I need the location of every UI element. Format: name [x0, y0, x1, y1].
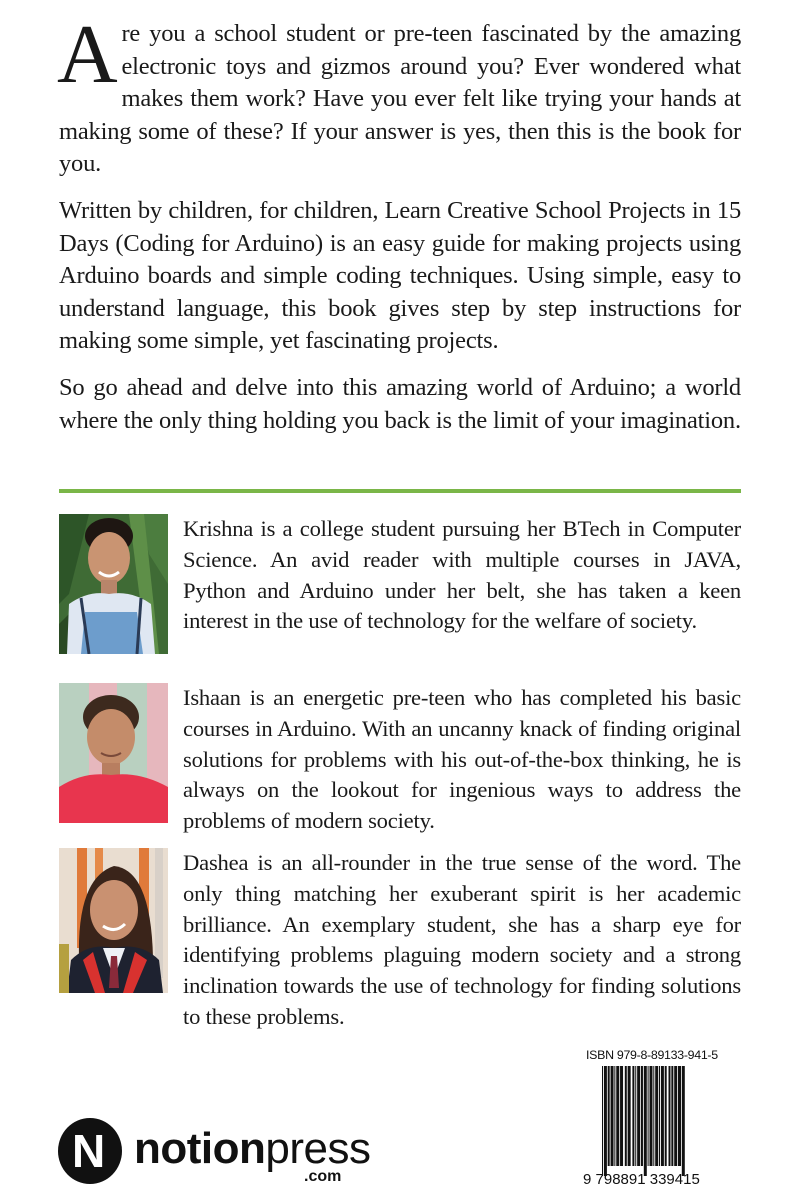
barcode-bar	[635, 1066, 636, 1166]
blurb-paragraph-3: So go ahead and delve into this amazing world of Arduino; a world where the only thing holding you back is the limit of your imagination.	[59, 373, 741, 434]
barcode-bar	[671, 1066, 673, 1166]
barcode	[598, 1066, 738, 1176]
barcode-digits: 9 798891 339415	[583, 1171, 700, 1188]
publisher-domain: .com	[304, 1168, 342, 1185]
notionpress-logo-icon	[58, 1118, 122, 1184]
barcode-bar	[644, 1066, 647, 1176]
barcode-bar	[620, 1066, 623, 1166]
author-photo-krishna	[59, 514, 168, 654]
isbn-label: ISBN 979-8-89133-941-5	[586, 1048, 718, 1062]
blurb-paragraph-2: Written by children, for children, Learn Creative School Projects in 15 Days (Coding for Arduino) is an easy guide for making projects using Arduino boards and simple coding techniques. Using simple, easy to understand language, this book gives step by step instructions for making some simple, yet fascinating projects.	[59, 196, 741, 355]
barcode-bar	[625, 1066, 627, 1166]
author-bio-text: Dashea is an all-rounder in the true sense of the word. The only thing matching her exuberant spirit is her academic brilliance. An exemplary student, she has a sharp eye for identifying problems plaguing modern society and a strong inclination towards the use of technology for finding solutions to these problems.	[183, 850, 741, 1029]
author-bio-text: Krishna is a college student pursuing her BTech in Computer Science. An avid reader with multiple courses in JAVA, Python and Arduino under her belt, she has taken a keen interest in the use of technology for the welfare of society.	[183, 516, 741, 634]
green-divider	[59, 489, 741, 493]
barcode-bar	[653, 1066, 654, 1166]
blurb	[57, 8, 741, 451]
barcode-bar	[665, 1066, 667, 1166]
barcode-bar	[659, 1066, 660, 1166]
barcode-bar	[661, 1066, 664, 1166]
barcode-bar	[674, 1066, 677, 1166]
barcode-bar	[682, 1066, 685, 1176]
barcode-bar	[632, 1066, 634, 1166]
barcode-bar	[637, 1066, 640, 1166]
barcode-bar	[604, 1066, 607, 1176]
barcode-bar	[608, 1066, 610, 1166]
barcode-bar	[641, 1066, 643, 1166]
blurb-paragraph-1-text: re you a school student or pre-teen fascinated by the amazing electronic toys and gizmos around you? Ever wondered what makes them work? Have you ever felt like trying your hands at making some of these? If your answer is yes, then this is the book for you.	[59, 20, 741, 178]
barcode-bar	[669, 1066, 671, 1166]
barcode-bar	[678, 1066, 681, 1166]
publisher-name-bold: notion	[134, 1124, 266, 1173]
drop-cap: A	[57, 8, 118, 101]
barcode-bar	[650, 1066, 653, 1166]
logo-letter: N	[72, 1125, 106, 1177]
author-bio-text: Ishaan is an energetic pre-teen who has completed his basic courses in Arduino. With an uncanny knack of finding original solutions for problems with his out-of-the-box thinking, he is always on the lookout for ingenious ways to address the problems of modern society.	[183, 685, 741, 834]
barcode-bar	[616, 1066, 619, 1166]
author-photo-dashea	[59, 848, 168, 993]
barcode-bar	[628, 1066, 631, 1166]
barcode-bar	[614, 1066, 615, 1166]
blurb-paragraph-1	[57, 8, 741, 181]
barcode-bar	[655, 1066, 658, 1166]
publisher-logo	[58, 1118, 378, 1188]
publisher-name-light: press	[265, 1124, 371, 1173]
barcode-bar	[611, 1066, 614, 1166]
author-photo-ishaan	[59, 683, 168, 823]
barcode-bar	[602, 1066, 603, 1176]
publisher-name	[134, 1125, 370, 1173]
isbn-barcode-block	[583, 1048, 736, 1188]
barcode-bar	[648, 1066, 649, 1166]
